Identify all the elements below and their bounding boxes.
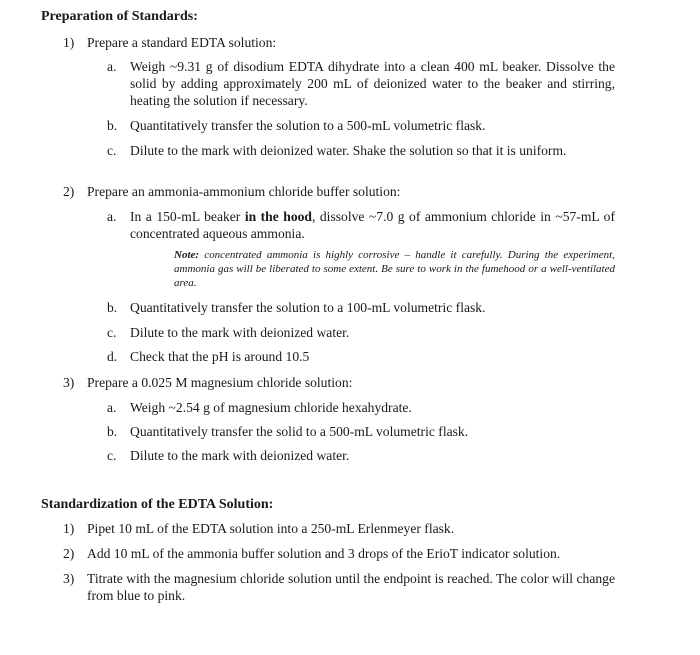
substep-text: Quantitatively transfer the solution to a 500-mL volumetric flask. — [130, 118, 486, 133]
substep-label: b. — [107, 300, 118, 315]
substep-label: c. — [107, 325, 117, 340]
emphasis-text: in the hood — [244, 209, 312, 224]
substep-text: Quantitatively transfer the solid to a 500-mL volumetric flask. — [130, 424, 469, 439]
step-number: 2) — [63, 546, 75, 561]
substep-text: Dilute to the mark with deionized water. — [130, 325, 350, 340]
step-title: Prepare a 0.025 M magnesium chloride solution: — [87, 375, 353, 390]
substep-text: Dilute to the mark with deionized water. Shake the solution so that it is uniform. — [130, 143, 567, 158]
substep-label: c. — [107, 143, 117, 158]
step-title: Prepare a standard EDTA solution: — [87, 35, 277, 50]
step-title: Prepare an ammonia-ammonium chloride buffer solution: — [87, 184, 401, 199]
substep-label: b. — [107, 118, 118, 133]
substep-label: c. — [107, 448, 117, 463]
substep-text: Weigh ~9.31 g of disodium EDTA dihydrate into a clean 400 mL beaker. Dissolve the solid by adding approximately 200 mL of deionized water to the beaker and stirring, heating the solution if necessary. — [130, 59, 615, 108]
step-number: 2) — [63, 184, 75, 199]
substep-text: Weigh ~2.54 g of magnesium chloride hexahydrate. — [130, 400, 412, 415]
note-label: Note: — [174, 249, 200, 261]
step-text: Add 10 mL of the ammonia buffer solution and 3 drops of the EriоT indicator solution. — [87, 546, 561, 561]
section-heading-standardization: Standardization of the EDTA Solution: — [41, 497, 274, 512]
step-number: 3) — [63, 571, 75, 586]
step-number: 1) — [63, 35, 75, 50]
substep-text: Quantitatively transfer the solution to a 100-mL volumetric flask. — [130, 300, 486, 315]
substep-text: In a 150-mL beaker in the hood, dissolve ~7.0 g of ammonium chloride in ~57-mL of concentrated aqueous ammonia. — [130, 209, 616, 241]
substep-label: d. — [107, 349, 118, 364]
substep-label: a. — [107, 209, 117, 224]
step-number: 1) — [63, 521, 75, 536]
step-text: Titrate with the magnesium chloride solution until the endpoint is reached. The color will change from blue to pink. — [87, 571, 615, 603]
safety-note: Note: concentrated ammonia is highly corrosive – handle it carefully. During the experiment, ammonia gas will be liberated to some extent. Be sure to work in the fumehood or a well-ventilated area. — [174, 249, 615, 289]
substep-label: b. — [107, 424, 118, 439]
section-heading-preparation: Preparation of Standards: — [41, 9, 198, 24]
step-text: Pipet 10 mL of the EDTA solution into a 250-mL Erlenmeyer flask. — [87, 521, 455, 536]
substep-text: Check that the pH is around 10.5 — [130, 349, 310, 364]
substep-text: Dilute to the mark with deionized water. — [130, 448, 350, 463]
step-number: 3) — [63, 375, 75, 390]
substep-label: a. — [107, 59, 117, 74]
substep-label: a. — [107, 400, 117, 415]
